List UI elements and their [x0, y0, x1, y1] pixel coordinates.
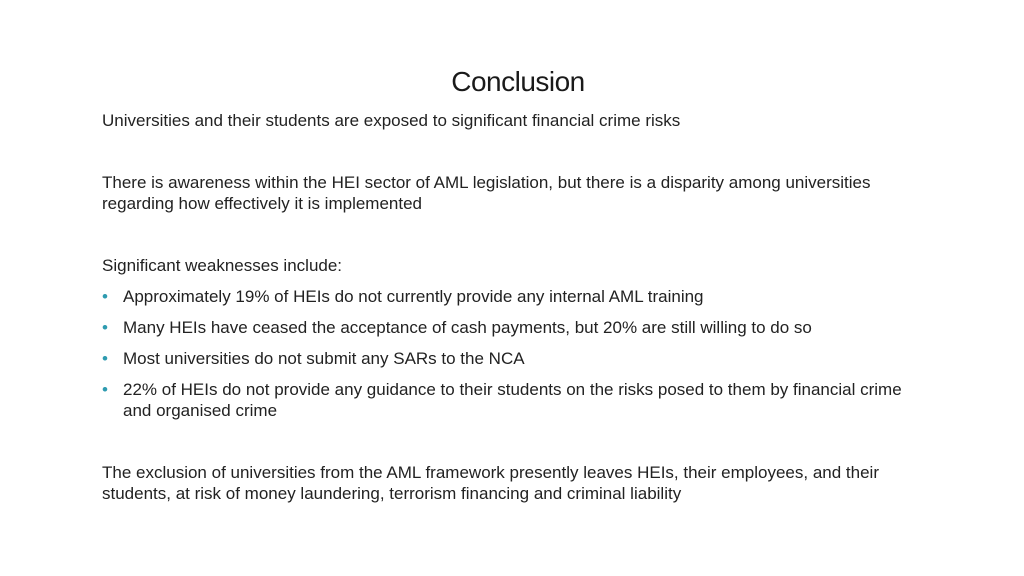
paragraph-awareness: There is awareness within the HEI sector of AML legislation, but there is a disparity among universities regarding how effectively it is implemented — [102, 173, 871, 213]
paragraph-risks: Universities and their students are exposed to significant financial crime risks — [102, 111, 681, 130]
list-item — [102, 317, 922, 338]
paragraph-exclusion: The exclusion of universities from the AML framework presently leaves HEIs, their employees, and their students, at risk of money laundering, terrorism financing and criminal liability — [102, 463, 879, 503]
list-item — [102, 379, 922, 421]
list-item-text: Many HEIs have ceased the acceptance of cash payments, but 20% are still willing to do so — [123, 318, 812, 337]
list-item-text: Most universities do not submit any SARs to the NCA — [123, 349, 525, 368]
weaknesses-list — [102, 286, 922, 421]
bullet-icon: • — [102, 380, 108, 399]
bullet-icon: • — [102, 318, 108, 337]
list-item-text: Approximately 19% of HEIs do not currently provide any internal AML training — [123, 287, 704, 306]
slide-title: Conclusion — [451, 66, 585, 97]
list-item-text: 22% of HEIs do not provide any guidance to their students on the risks posed to them by financial crime and organised crime — [123, 380, 902, 420]
bullet-icon: • — [102, 287, 108, 306]
slide-body — [102, 110, 922, 504]
list-item — [102, 286, 922, 307]
weaknesses-heading: Significant weaknesses include: — [102, 256, 343, 275]
bullet-icon: • — [102, 349, 108, 368]
list-item — [102, 348, 922, 369]
